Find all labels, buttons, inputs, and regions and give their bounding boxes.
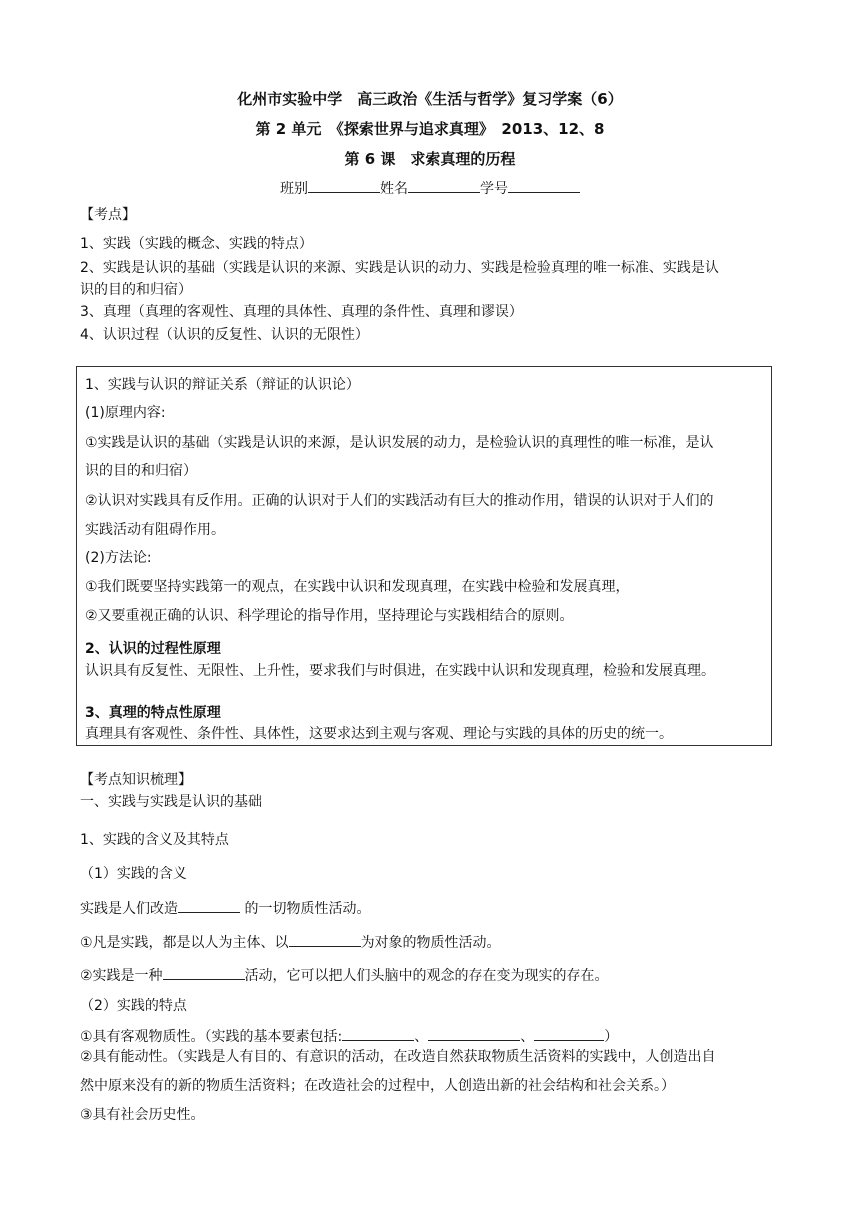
name-blank[interactable] <box>408 178 480 193</box>
review-heading: 【考点知识梳理】 <box>80 772 192 788</box>
box-line: 1、实践与认识的辩证关系（辩证的认识论） <box>85 377 360 393</box>
kaodian-item: 1、实践（实践的概念、实践的特点） <box>80 236 313 252</box>
question-line: ②实践是一种 活动，它可以把人们头脑中的观念的存在变为现实的存在。 <box>80 965 800 986</box>
school-title: 化州市实验中学 高三政治《生活与哲学》复习学案（6） <box>237 90 623 108</box>
kaodian-heading: 【考点】 <box>80 207 136 223</box>
question-line: ①具有客观物质性。（实践的基本要素包括: 、 、 ） <box>80 1026 800 1047</box>
question-line: ①凡是实践，都是以人为主体、以 为对象的物质性活动。 <box>80 932 800 953</box>
lesson-title: 第 6 课 求索真理的历程 <box>344 150 516 168</box>
class-label: 班别 <box>280 181 308 197</box>
section-heading: 一、实践与实践是认识的基础 <box>80 794 262 810</box>
number-blank[interactable] <box>508 178 580 193</box>
sub-heading: （2）实践的特点 <box>80 998 187 1014</box>
box-paragraph-3: 真理具有客观性、条件性、具体性，这要求达到主观与客观、理论与实践的具体的历史的统一。 <box>85 726 673 742</box>
class-blank[interactable] <box>308 178 380 193</box>
fill-blank[interactable] <box>289 932 361 947</box>
fill-blank[interactable] <box>163 965 245 980</box>
box-line: (2)方法论: <box>85 550 152 566</box>
number-label: 学号 <box>480 181 508 197</box>
question-line: ②具有能动性。（实践是人有目的、有意识的活动，在改造自然获取物质生活资料的实践中，人创造出自 <box>80 1049 716 1065</box>
question-line: 实践是人们改造 的一切物质性活动。 <box>80 898 800 919</box>
name-label: 姓名 <box>380 181 408 197</box>
box-heading-2: 2、认识的过程性原理 <box>85 641 221 657</box>
fill-blank[interactable] <box>178 898 240 913</box>
box-line: 识的目的和归宿） <box>85 463 197 479</box>
box-line: ①我们既要坚持实践第一的观点，在实践中认识和发现真理，在实践中检验和发展真理， <box>85 579 630 595</box>
student-info-row <box>0 178 860 198</box>
fill-blank[interactable] <box>428 1026 520 1041</box>
kaodian-item: 识的目的和归宿） <box>80 282 192 298</box>
unit-title: 第 2 单元 《探索世界与追求真理》 2013、12、8 <box>255 120 605 138</box>
box-line: (1)原理内容: <box>85 405 166 421</box>
box-line: ②又要重视正确的认识、科学理论的指导作用，坚持理论与实践相结合的原则。 <box>85 608 574 624</box>
fill-blank[interactable] <box>534 1026 604 1041</box>
box-line: 实践活动有阻碍作用。 <box>85 522 225 538</box>
kaodian-item: 3、真理（真理的客观性、真理的具体性、真理的条件性、真理和谬误） <box>80 304 523 320</box>
box-heading-3: 3、真理的特点性原理 <box>85 705 221 721</box>
box-line: ②认识对实践具有反作用。正确的认识对于人们的实践活动有巨大的推动作用，错误的认识对于人们的 <box>85 493 714 509</box>
sub-heading: （1）实践的含义 <box>80 866 187 882</box>
fill-blank[interactable] <box>342 1026 414 1041</box>
kaodian-item: 2、实践是认识的基础（实践是认识的来源、实践是认识的动力、实践是检验真理的唯一标准、实践是认 <box>80 260 719 276</box>
box-paragraph-2: 认识具有反复性、无限性、上升性，要求我们与时俱进，在实践中认识和发现真理，检验和发展真理。 <box>85 663 715 679</box>
principles-box <box>76 366 772 746</box>
box-line: ①实践是认识的基础（实践是认识的来源，是认识发展的动力，是检验认识的真理性的唯一标准，是认 <box>85 435 714 451</box>
sub-heading: 1、实践的含义及其特点 <box>80 832 229 848</box>
question-line: 然中原来没有的新的物质生活资料；在改造社会的过程中，人创造出新的社会结构和社会关系。） <box>80 1078 675 1094</box>
question-line: ③具有社会历史性。 <box>80 1107 205 1123</box>
kaodian-item: 4、认识过程（认识的反复性、认识的无限性） <box>80 327 369 343</box>
